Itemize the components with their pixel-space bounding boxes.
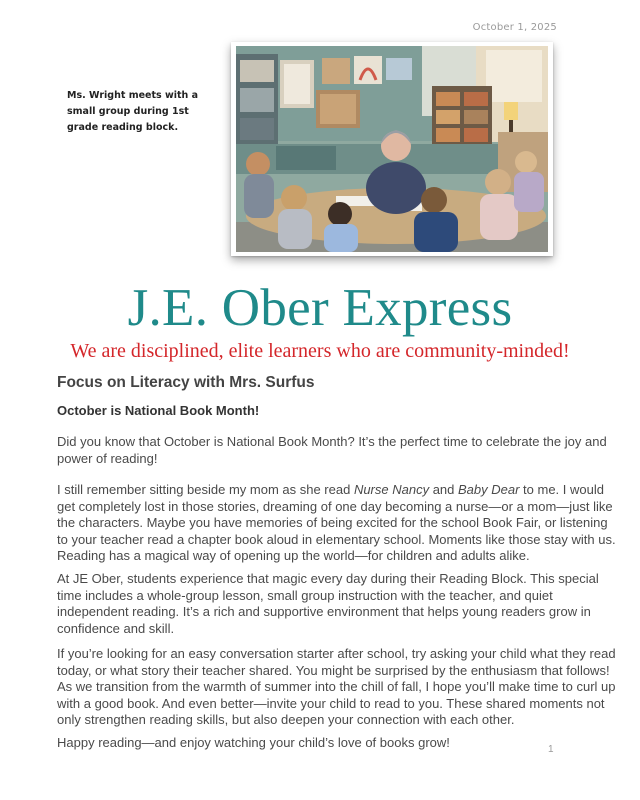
newsletter-date: October 1, 2025	[472, 22, 557, 33]
book-title-baby-dear: Baby Dear	[458, 482, 520, 497]
article-heading: Focus on Literacy with Mrs. Surfus	[57, 374, 315, 391]
paragraph-memories-start: I still remember sitting beside my mom as she read	[57, 482, 354, 497]
classroom-photo	[231, 42, 553, 256]
paragraph-memories-rest: to me. I would get completely lost in those stories, dreaming of one day becoming a nurse—or a mom—just like the characters. Maybe you have memories of being excited for the school Book Fair, or listening to your teacher read a chapter book aloud in elementary school. Moments like those stay with us. Reading has a magical way of opening up the world—for children and adults alike.	[57, 482, 616, 563]
paragraph-closing: Happy reading—and enjoy watching your child’s love of books grow!	[57, 735, 450, 750]
classroom-photo-illustration	[236, 46, 548, 252]
paragraph-intro: Did you know that October is National Book Month? It’s the perfect time to celebrate the joy and power of reading!	[57, 434, 607, 466]
page-number: 1	[548, 744, 554, 755]
school-motto: We are disciplined, elite learners who are community-minded!	[70, 340, 570, 362]
book-title-nurse-nancy: Nurse Nancy	[353, 482, 430, 497]
newsletter-title: J.E. Ober Express	[127, 279, 513, 337]
paragraph-memories-and: and	[429, 482, 458, 497]
photo-caption: Ms. Wright meets with a small group during 1st grade reading block.	[67, 90, 199, 133]
paragraph-reading-block: At JE Ober, students experience that magic every day during their Reading Block. This special time includes a whole-group lesson, small group instruction with the teacher, and quiet independent reading. It’s a rich and supportive environment that helps young readers grow in confidence and skill.	[57, 571, 599, 636]
paragraph-memories	[57, 482, 617, 565]
paragraph-conversation: If you’re looking for an easy conversation starter after school, try asking your child what they read today, or what story their teacher shared. You might be surprised by the enthusiasm that follows! As we transition from the warmth of summer into the chill of fall, I hope you’ll make time to curl up with a good book. And even better—invite your child to read to you. These shared moments not only strengthen reading skills, but also deepen your connection with each other.	[57, 646, 616, 727]
article-subheading: October is National Book Month!	[57, 403, 260, 418]
